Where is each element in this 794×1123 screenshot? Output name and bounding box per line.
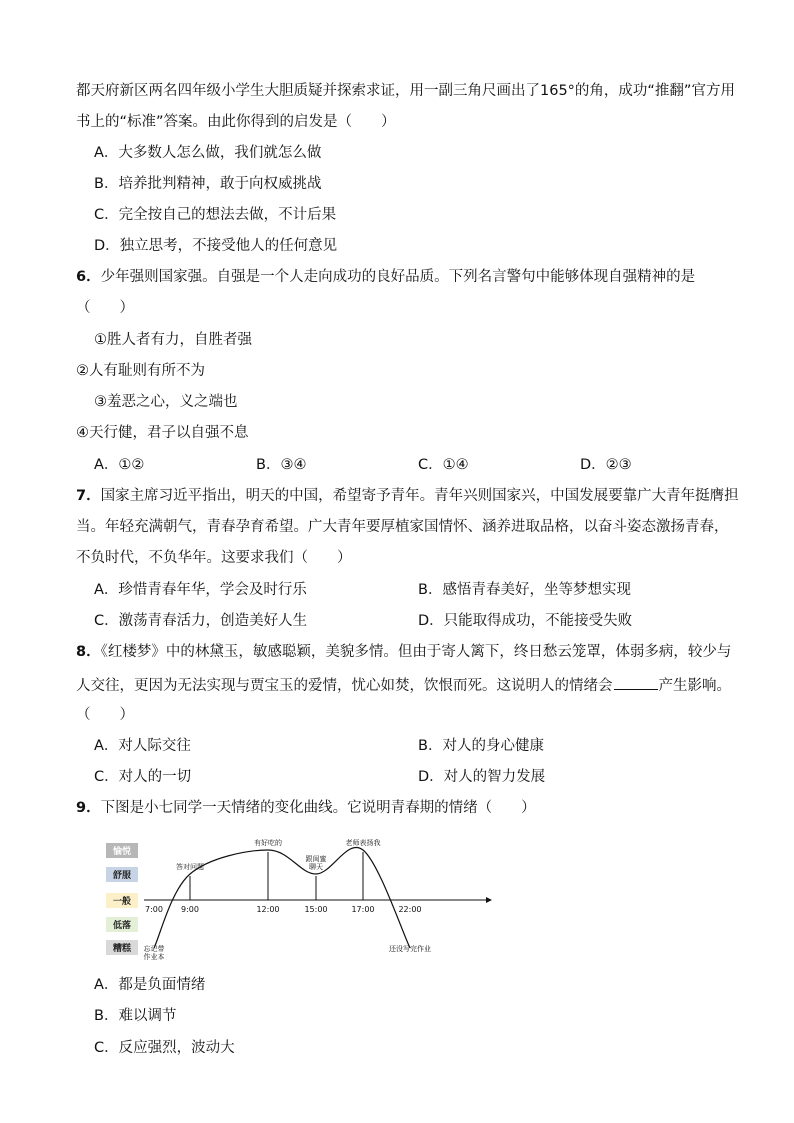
- q8-option-c: C．对人的一切: [94, 769, 192, 785]
- time-tick-labels: [145, 905, 422, 914]
- q7-option-d: D．只能取得成功，不能接受失败: [418, 613, 633, 629]
- q6-item-4: ④天行健，君子以自强不息: [76, 425, 249, 441]
- time-tick-label: 12:00: [256, 905, 280, 914]
- q5-option-d: D．独立思考，不接受他人的任何意见: [94, 238, 338, 254]
- q8-stem-line2: [76, 675, 731, 695]
- q8-stem-line3: （ ）: [76, 707, 134, 723]
- q7-option-a: A．珍惜青春年华，学会及时行乐: [94, 582, 307, 598]
- q7-stem-line2: 当。年轻充满朝气，青春孕育希望。广大青年要厚植家国情怀、涵养进取品格，以奋斗姿态激扬青春，: [76, 519, 729, 535]
- time-tick-label: 15:00: [304, 905, 328, 914]
- mood-level-label: 愉悦: [112, 847, 132, 857]
- q6-number: 6．: [76, 269, 101, 285]
- q8-stem-text: 《红楼梦》中的林黛玉，敏感聪颖，美貌多情。但由于寄人篱下，终日愁云笼罩，体弱多病，较少与: [100, 644, 732, 660]
- q7-stem-line1: [76, 487, 739, 505]
- time-tick-label: 22:00: [398, 905, 422, 914]
- q9-stem-text: 下图是小七同学一天情绪的变化曲线。它说明青春期的情绪（ ）: [100, 800, 536, 816]
- event-annotation-label: 答对问题: [176, 863, 204, 871]
- q7-stem-text: 国家主席习近平指出，明天的中国，希望寄予青年。青年兴则国家兴，中国发展要靠广大青年挺膺担: [100, 488, 739, 504]
- q7-option-b: B．感悟青春美好，坐等梦想实现: [418, 582, 631, 598]
- q9-option-b: B．难以调节: [94, 1008, 177, 1024]
- q6-option-d: D．②③: [580, 457, 632, 473]
- q8-number: 8．: [76, 644, 101, 660]
- mood-level-labels: [106, 843, 138, 955]
- q8-option-d: D．对人的智力发展: [418, 769, 546, 785]
- time-tick-label: 9:00: [181, 905, 199, 914]
- q6-stem-line1: [76, 268, 695, 286]
- time-tick-label: 17:00: [351, 905, 375, 914]
- event-annotation-label: 作业本: [143, 953, 165, 961]
- q9-option-c: C．反应强烈，波动大: [94, 1040, 235, 1056]
- q6-option-a: A．①②: [94, 457, 145, 473]
- mood-level-label: 一般: [112, 897, 132, 907]
- q8-answer-blank[interactable]: [614, 675, 658, 690]
- event-annotation-label: 老师表扬我: [345, 839, 381, 847]
- q6-option-c: C．①④: [418, 457, 469, 473]
- q8-stem-text-b: 产生影响。: [658, 678, 731, 694]
- q5-stem-line2: 书上的“标准”答案。由此你得到的启发是（ ）: [76, 114, 396, 130]
- q8-stem-text-a: 人交往，更因为无法实现与贾宝玉的爱情，忧心如焚，饮恨而死。这说明人的情绪会: [76, 678, 613, 694]
- x-axis-arrow: [486, 897, 492, 903]
- q5-stem-line1: 都天府新区两名四年级小学生大胆质疑并探索求证，用一副三角尺画出了165°的角，成功“推翻”官方用: [76, 83, 735, 99]
- q6-stem-line2: （ ）: [76, 300, 134, 316]
- emotion-curve-chart: [102, 836, 502, 961]
- event-annotation-label: 跟闺蜜: [305, 855, 327, 863]
- q8-option-b: B．对人的身心健康: [418, 738, 544, 754]
- q8-option-a: A．对人际交往: [94, 738, 191, 754]
- q6-item-1: ①胜人者有力，自胜者强: [94, 332, 252, 348]
- time-tick-label: 7:00: [145, 905, 163, 914]
- q8-stem-line1: [76, 643, 731, 661]
- q9-option-a: A．都是负面情绪: [94, 977, 206, 993]
- mood-level-label: 低落: [112, 921, 132, 931]
- q6-item-2: ②人有耻则有所不为: [76, 363, 205, 379]
- q7-number: 7．: [76, 488, 101, 504]
- q9-stem: [76, 799, 536, 817]
- q9-number: 9．: [76, 800, 101, 816]
- q6-stem-text: 少年强则国家强。自强是一个人走向成功的良好品质。下列名言警句中能够体现自强精神的是: [100, 269, 696, 285]
- mood-level-label: 糟糕: [112, 944, 132, 954]
- event-annotation-label: 聊天: [309, 863, 323, 871]
- mood-level-label: 舒服: [112, 871, 132, 881]
- q6-item-3: ③羞恶之心，义之端也: [94, 394, 238, 410]
- q5-option-a: A．大多数人怎么做，我们就怎么做: [94, 145, 322, 161]
- q7-option-c: C．激荡青春活力，创造美好人生: [94, 613, 308, 629]
- event-annotation-label: 忘记带: [143, 945, 165, 953]
- q7-stem-line3: 不负时代，不负华年。这要求我们（ ）: [76, 550, 352, 566]
- q6-option-b: B．③④: [256, 457, 307, 473]
- event-annotation-label: 有好吃的: [254, 839, 282, 847]
- q5-option-b: B．培养批判精神，敢于向权威挑战: [94, 176, 322, 192]
- q5-option-c: C．完全按自己的想法去做，不计后果: [94, 207, 337, 223]
- event-annotation-label: 还没写完作业: [389, 945, 431, 953]
